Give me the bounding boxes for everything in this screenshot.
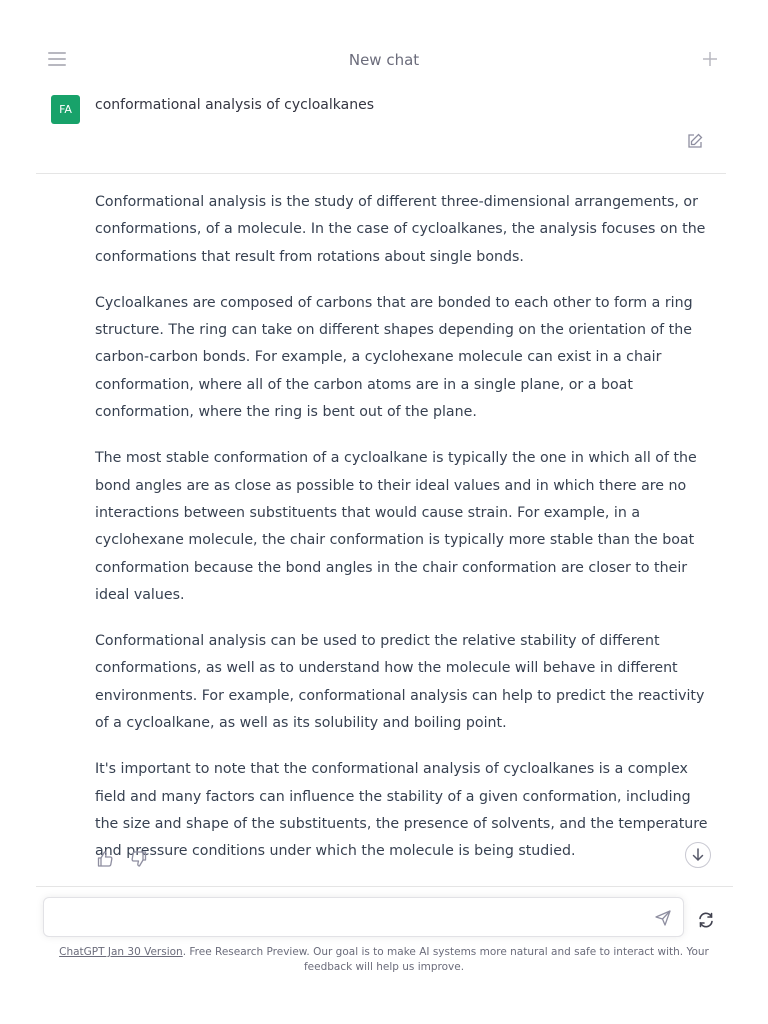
footer-disclaimer [50,945,718,975]
response-paragraph: Conformational analysis can be used to predict the relative stability of different conformations, as well as to understand how the molecule will behave in different environments. For example, conformational analysis can help to predict the reactivity of a cycloalkane, as well as its solubility and boiling point. [95,633,705,732]
assistant-response [95,189,715,885]
user-message-text: conformational analysis of cycloalkanes [95,97,374,113]
edit-icon[interactable] [686,132,704,150]
divider [36,173,726,174]
top-bar [0,0,768,90]
response-paragraph: Cycloalkanes are composed of carbons that are bonded to each other to form a ring structure. The ring can take on different shapes depending on the orientation of the carbon-carbon bonds. For example, a cyclohexane molecule can exist in a chair conformation, where all of the carbon atoms are in a single plane, or a boat conformation, where the ring is bent out of the plane. [95,294,693,421]
arrow-down-icon [686,843,710,867]
avatar: FA [51,95,80,124]
user-message-row [0,92,768,174]
thumbs-up-icon[interactable] [96,850,114,868]
page-title: New chat [348,51,420,69]
feedback-buttons [96,850,156,870]
version-link[interactable]: ChatGPT Jan 30 Version [59,946,183,958]
send-icon[interactable] [654,909,672,927]
response-paragraph: The most stable conformation of a cycloalkane is typically the one in which all of the bond angles are as close as possible to their ideal values and in which there are no interactions between substituents that would cause strain. For example, in a cyclohexane molecule, the chair conformation is typically more stable than the boat conformation because the bond angles in the chair conformation are closer to their ideal values. [95,450,697,603]
message-composer [43,897,684,937]
thumbs-down-icon[interactable] [130,850,148,868]
refresh-icon[interactable] [696,910,716,930]
message-input[interactable] [56,906,636,930]
divider [36,886,733,887]
response-paragraph: Conformational analysis is the study of different three-dimensional arrangements, or conformations, of a molecule. In the case of cycloalkanes, the analysis focuses on the conformations that result from rotations about single bonds. [95,194,706,265]
response-paragraph: It's important to note that the conformational analysis of cycloalkanes is a complex field and many factors can influence the stability of a given conformation, including the size and shape of the substituents, the presence of solvents, and the temperature and pressure conditions under which the molecule is being studied. [95,761,708,860]
scroll-to-bottom-button[interactable] [685,842,711,868]
footer-text: . Free Research Preview. Our goal is to make AI systems more natural and safe to interact with. Your feedback will help us improve. [182,946,709,973]
plus-icon[interactable] [700,49,720,69]
